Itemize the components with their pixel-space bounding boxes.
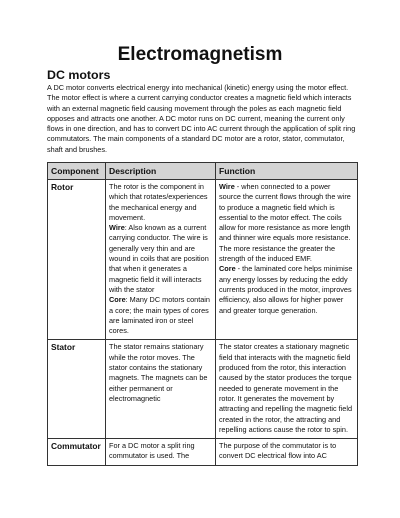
table-row-stator [48,340,358,439]
component-cell: Rotor [48,180,106,340]
function-cell: The purpose of the commutator is to convert DC electrical flow into AC [216,439,358,466]
header-description: Description [106,163,216,180]
function-cell: The stator creates a stationary magnetic field that interacts with the magnetic field produced from the rotor, this interaction caused by the stator produces the torque needed to generate movement in the rotor. It generates the movement by attracting and repelling the magnetic field created in the rotor, the attracting and repelling actions cause the rotor to spin. [216,340,358,439]
header-component: Component [48,163,106,180]
function-cell [216,180,358,340]
component-cell: Stator [48,340,106,439]
rotor-function-core-label: Core [219,264,236,274]
intro-paragraph: A DC motor converts electrical energy into mechanical (kinetic) energy using the motor effect. The motor effect is where a current carrying conductor creates a magnetic field which interacts with an external magnetic field causing movement through the poles as each magnetic field opposes and attracts one another. A DC motor runs on DC current, meaning the current only flows in one direction, and has to convert DC into AC current through the application of split ring commutators. The main components of a standard DC motor are a rotor, stator, commutator, shaft and brushes. [47,83,356,154]
rotor-function-wire-text: - when connected to a power source the current flows through the wire to produce a magnetic field which is essential to the motor effect. The coils allow for more resistance as more length and thinner wire equals more resistance. The more resistance the greater the strength of the induced EMF. [219,182,351,264]
component-cell: Commutator [48,439,106,466]
rotor-description-wire-text: : Also known as a current carrying conductor. The wire is generally very thin and are wound in coils that are position that when it generates a magnetic field it will interacts with the stator [109,223,209,294]
header-function: Function [216,163,358,180]
description-cell: The stator remains stationary while the rotor moves. The stator contains the stationary magnets. The magnets can be either permanent or electromagnetic [106,340,216,439]
rotor-function-core-text: - the laminated core helps minimise any energy losses by reducing the eddy currents produced in the motor, improves efficiency, also allows for higher power and greater torque generation. [219,264,353,315]
rotor-description-core-label: Core [109,295,126,305]
page-title: Electromagnetism [117,44,283,65]
section-heading: DC motors [47,68,111,82]
rotor-description-wire-label: Wire [109,223,125,233]
rotor-description-main: The rotor is the component in which that rotates/experiences the mechanical energy and movement. [109,182,208,222]
table-header-row [48,163,358,180]
description-cell [106,180,216,340]
rotor-function-wire-label: Wire [219,182,235,191]
table-row-commutator [48,439,358,466]
rotor-description-core-text: : Many DC motors contain a core; the main types of cores are laminated iron or steel cores. [109,295,210,336]
description-cell: For a DC motor a split ring commutator is used. The [106,439,216,466]
table-row-rotor [48,180,358,340]
components-table [47,162,358,466]
